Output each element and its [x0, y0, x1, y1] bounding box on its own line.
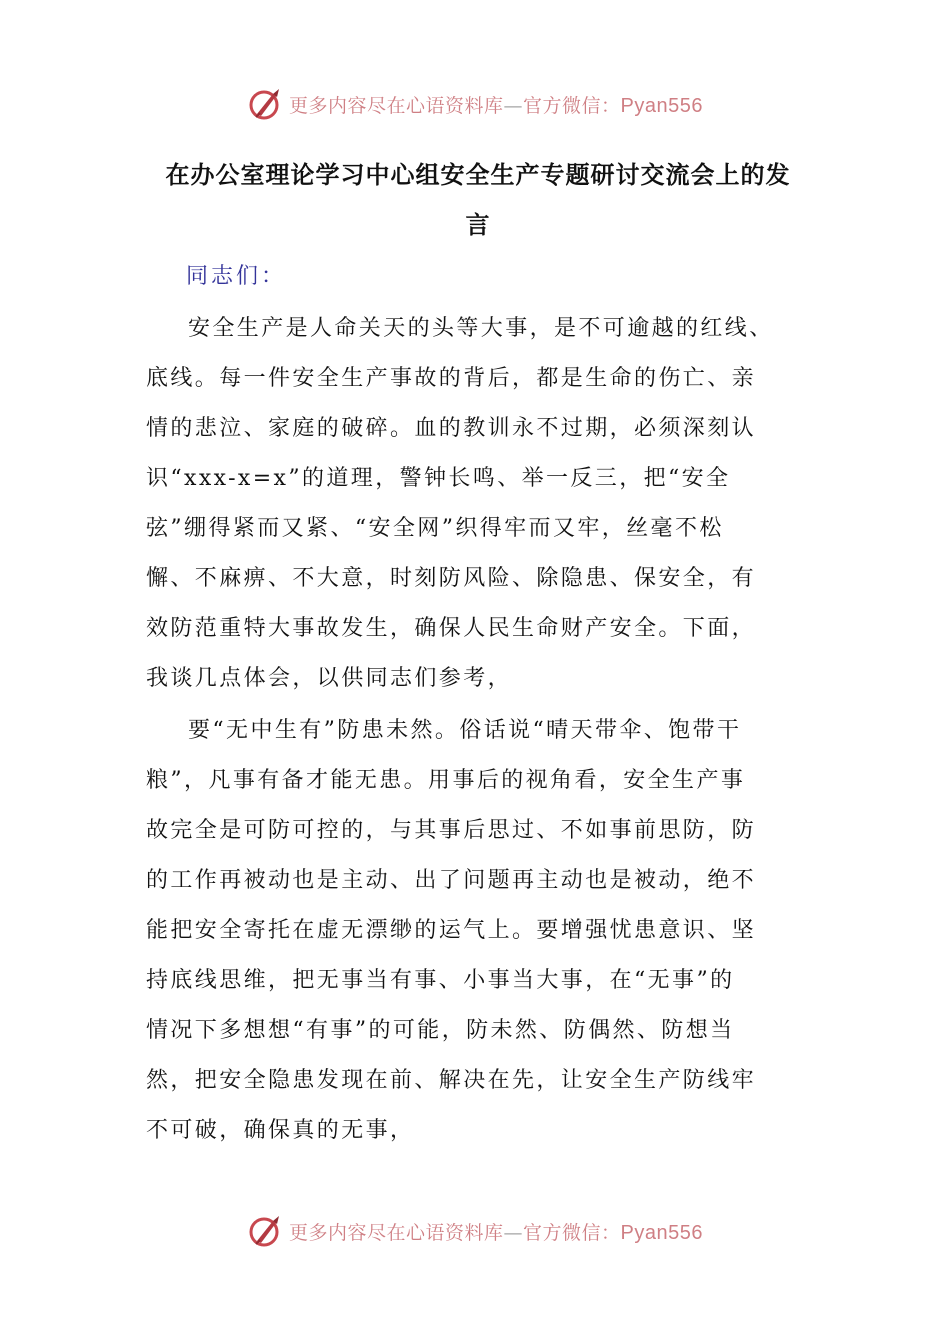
paragraph-line: 情的悲泣、家庭的破碎。血的教训永不过期，必须深刻认: [146, 416, 757, 441]
paragraph-line: 情况下多想想“有事”的可能，防未然、防偶然、防想当: [146, 1018, 735, 1043]
greeting: 同志们：: [186, 264, 287, 289]
paragraph-line: 不可破，确保真的无事，: [146, 1118, 415, 1143]
paragraph-line: 故完全是可防可控的，与其事后思过、不如事前思防，防: [146, 818, 757, 843]
watermark-separator: —: [503, 1221, 524, 1244]
watermark-text: [289, 91, 703, 118]
quill-pen-circle-icon: [247, 86, 283, 122]
title-line: 言: [465, 211, 491, 239]
paragraph-line: 弦”绷得紧而又紧、“安全网”织得牢而又牢，丝毫不松: [146, 516, 724, 541]
paragraph-line: 粮”，凡事有备才能无患。用事后的视角看，安全生产事: [146, 768, 746, 793]
title-line: 在办公室理论学习中心组安全生产专题研讨交流会上的发: [165, 161, 791, 189]
document-title: [148, 150, 808, 250]
paragraph-line: 效防范重特大事故发生，确保人民生命财产安全。下面，: [146, 616, 757, 641]
paragraph-line: 我谈几点体会，以供同志们参考，: [146, 666, 513, 691]
watermark-main-text: 更多内容尽在心语资料库: [289, 1221, 504, 1244]
watermark-separator: —: [503, 94, 524, 117]
watermark-text: [289, 1218, 703, 1245]
paragraph-line: 底线。每一件安全生产事故的背后，都是生命的伤亡、亲: [146, 366, 757, 391]
paragraph-line: 懈、不麻痹、不大意，时刻防风险、除隐患、保安全，有: [146, 566, 757, 591]
watermark-official-text: 官方微信：: [523, 94, 621, 117]
paragraph-1: [146, 304, 811, 704]
watermark-footer: [0, 1211, 950, 1251]
paragraph-line: 安全生产是人命关天的头等大事，是不可逾越的红线、: [188, 316, 774, 341]
watermark-official-text: 官方微信：: [523, 1221, 621, 1244]
paragraph-line: 要“无中生有”防患未然。俗话说“晴天带伞、饱带干: [188, 718, 742, 743]
watermark-main-text: 更多内容尽在心语资料库: [289, 94, 504, 117]
watermark-header: [0, 84, 950, 124]
watermark-wechat-id: Pyan556: [620, 94, 703, 117]
paragraph-line: 持底线思维，把无事当有事、小事当大事，在“无事”的: [146, 968, 735, 993]
quill-pen-circle-icon: [247, 1213, 283, 1249]
paragraph-line: 识“xxx-x=x”的道理，警钟长鸣、举一反三，把“安全: [146, 466, 731, 491]
paragraph-line: 的工作再被动也是主动、出了问题再主动也是被动，绝不: [146, 868, 757, 893]
watermark-wechat-id: Pyan556: [620, 1221, 703, 1244]
paragraph-2: [146, 706, 811, 1156]
paragraph-line: 能把安全寄托在虚无漂缈的运气上。要增强忧患意识、坚: [146, 918, 757, 943]
paragraph-line: 然，把安全隐患发现在前、解决在先，让安全生产防线牢: [146, 1068, 757, 1093]
